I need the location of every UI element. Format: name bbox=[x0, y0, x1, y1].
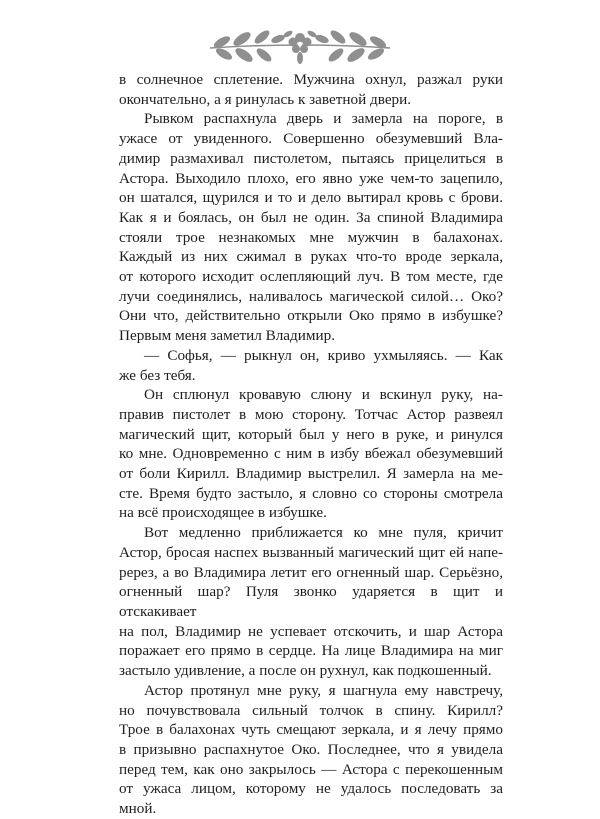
text-line: Астор протянул мне руку, я шагнула ему навстречу, bbox=[144, 681, 503, 699]
text-line: от которого исходит ослепляющий луч. В том месте, где bbox=[119, 268, 503, 286]
text-line: ужасе от увиденного. Совершенно обезумевший Вла- bbox=[119, 130, 503, 148]
text-line: он шатался, щурился и то и дело вытирал кровь с брови. bbox=[119, 189, 503, 207]
text-line: застыло удивление, а после он рухнул, как подкошенный. bbox=[119, 662, 492, 680]
text-line: Трое в балахонах чуть смещают зеркала, и я лечу прямо bbox=[119, 721, 503, 739]
text-line: Астор, бросая наспех вызванный магический щит ей напе- bbox=[119, 543, 503, 561]
text-line: сте. Время будто застыло, я словно со стороны смотрела bbox=[119, 484, 503, 502]
text-line: от ужаса лицом, которому не удалось последовать за bbox=[119, 780, 503, 798]
text-line: на всё происходящее в избушке. bbox=[119, 504, 327, 522]
paragraph bbox=[119, 70, 503, 109]
text-line: стояли трое незнакомых мне мужчин в балахонах. bbox=[119, 228, 503, 246]
text-line: Первым меня заметил Владимир. bbox=[119, 327, 336, 345]
text-line: мной. bbox=[119, 800, 157, 818]
body-text bbox=[119, 70, 503, 819]
text-line: ко мне. Одновременно с ним в избу вбежал обезумевший bbox=[119, 445, 503, 463]
text-line: огненный шар? Пуля звонко ударяется в щит и отскакивает bbox=[119, 583, 503, 620]
text-line: Они что, действительно открыли Око прямо в избушке? bbox=[119, 307, 503, 325]
text-line: Рывком распахнула дверь и замерла на пороге, в bbox=[144, 110, 503, 128]
text-line: ререз, а во Владимира летит его огненный шар. Серьёзно, bbox=[119, 563, 503, 581]
text-line: Вот медленно приближается ко мне пуля, кричит bbox=[144, 524, 503, 542]
text-line: перед тем, как оно закрылось — Астора с перекошенным bbox=[119, 760, 503, 778]
text-line: в призывно распахнутое Око. Последнее, что я увидела bbox=[119, 740, 503, 758]
text-line: — Софья, — рыкнул он, криво ухмыляясь. — Как bbox=[144, 346, 503, 364]
text-line: Он сплюнул кровавую слюну и вскинул руку, на- bbox=[144, 386, 503, 404]
text-line: от боли Кирилл. Владимир выстрелил. Я замерла на ме- bbox=[119, 465, 503, 483]
paragraph bbox=[119, 346, 503, 385]
text-line: магический щит, который был у него в руке, и ринулся bbox=[119, 425, 503, 443]
text-line: Астора. Выходило плохо, его явно уже чем-то зацепило, bbox=[119, 169, 503, 187]
paragraph bbox=[119, 109, 503, 345]
text-line: в солнечное сплетение. Мужчина охнул, разжал руки bbox=[119, 71, 503, 88]
text-line: Как я и боялась, он был не один. За спиной Владимира bbox=[119, 208, 503, 226]
text-line: Каждый из них сжимал в руках что-то вроде зеркала, bbox=[119, 248, 503, 266]
leaf-vine-ornament-icon bbox=[200, 22, 400, 68]
text-line: окончательно, а я ринулась к заветной двери. bbox=[119, 90, 412, 108]
text-line: димир размахивал пистолетом, пытаясь прицелиться в bbox=[119, 149, 503, 167]
text-line: же без тебя. bbox=[119, 366, 196, 384]
text-line: поражает его прямо в сердце. На лице Владимира на миг bbox=[119, 642, 503, 660]
text-line: на пол, Владимир не успевает отскочить, и шар Астора bbox=[119, 622, 503, 640]
paragraph bbox=[119, 385, 503, 523]
text-line: лучи соединялись, наливалось магической силой… Око? bbox=[119, 287, 503, 305]
paragraph bbox=[119, 523, 503, 681]
text-line: правив пистолет в мою сторону. Тотчас Астор развеял bbox=[119, 405, 503, 423]
text-line: но почувствовала сильный толчок в спину. Кирилл? bbox=[119, 701, 503, 719]
